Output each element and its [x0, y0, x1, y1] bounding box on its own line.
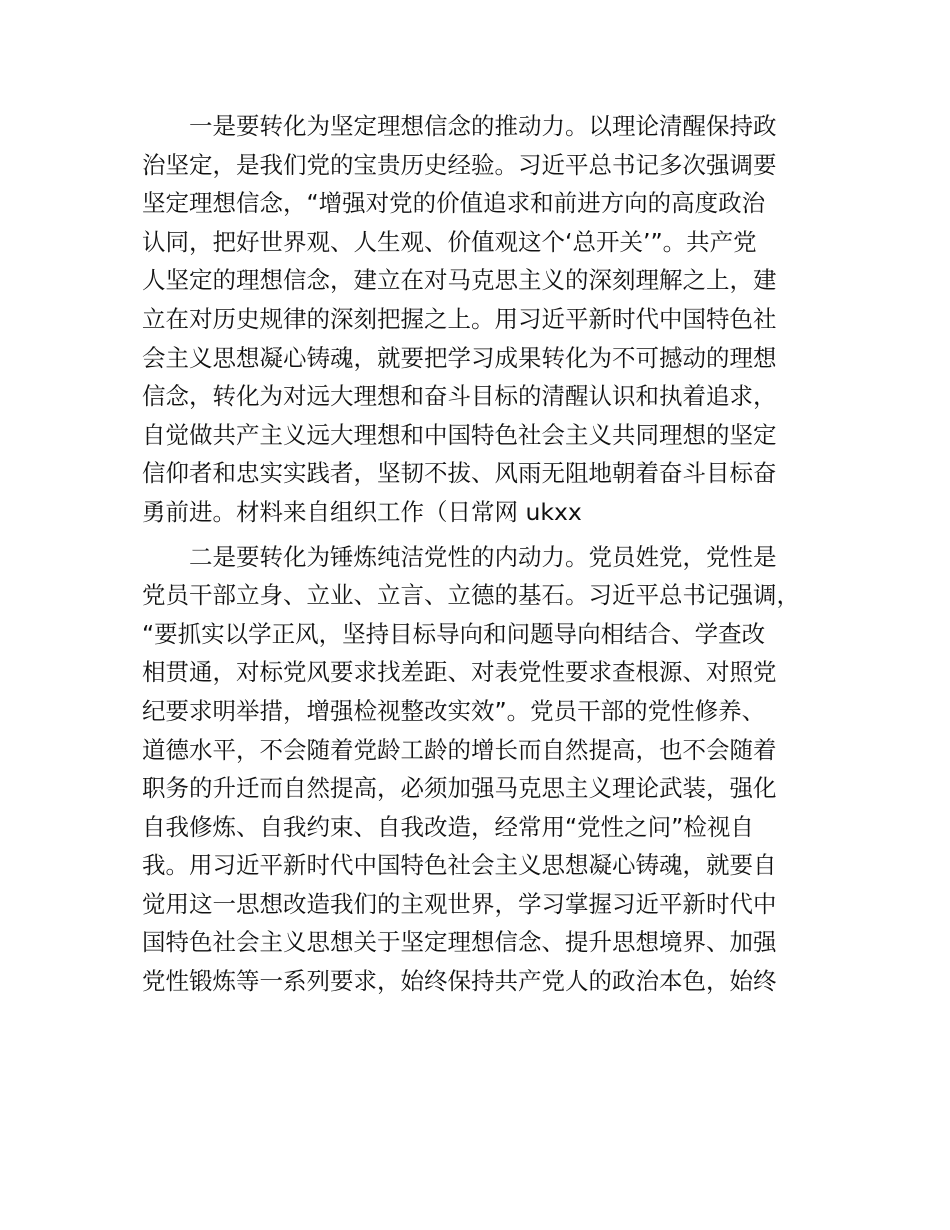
text-line: 立在对历史规律的深刻把握之上。用习近平新时代中国特色社	[142, 304, 777, 333]
text-line: 党性锻炼等一系列要求，始终保持共产党人的政治本色，始终	[142, 967, 777, 996]
text-line: 认同，把好世界观、人生观、价值观这个‘总开关’”。共产党	[142, 227, 757, 256]
text-line: 一是要转化为坚定理想信念的推动力。以理论清醒保持政	[189, 112, 777, 140]
text-line: 相贯通，对标党风要求找差距、对表党性要求查根源、对照党	[142, 658, 777, 687]
text-line: 人坚定的理想信念，建立在对马克思主义的深刻理解之上，建	[142, 266, 777, 295]
text-line: 信念，转化为对远大理想和奋斗目标的清醒认识和执着追求，	[142, 382, 777, 411]
text-line: 坚定理想信念，“增强对党的价值追求和前进方向的高度政治	[142, 189, 766, 218]
text-line: “要抓实以学正风，坚持目标导向和问题导向相结合、学查改	[142, 619, 766, 648]
text-line: 二是要转化为锤炼纯洁党性的内动力。党员姓党，党性是	[189, 542, 777, 571]
text-line: 纪要求明举措，增强检视整改实效”。党员干部的党性修养、	[142, 696, 766, 725]
text-line: 职务的升迁而自然提高，必须加强马克思主义理论武装，强化	[142, 774, 777, 803]
text-line: 我。用习近平新时代中国特色社会主义思想凝心铸魂，就要自	[142, 851, 777, 880]
text-line: 自觉做共产主义远大理想和中国特色社会主义共同理想的坚定	[142, 420, 777, 449]
text-line: 道德水平，不会随着党龄工龄的增长而自然提高，也不会随着	[142, 735, 777, 764]
paragraph-1	[142, 107, 842, 532]
text-line: 信仰者和忠实实践者，坚韧不拔、风雨无阻地朝着奋斗目标奋	[142, 459, 777, 488]
text-line: 治坚定，是我们党的宝贵历史经验。习近平总书记多次强调要	[142, 150, 777, 179]
text-line: 党员干部立身、立业、立言、立德的基石。习近平总书记强调，	[142, 581, 800, 610]
text-line: 自我修炼、自我约束、自我改造，经常用“党性之问”检视自	[142, 812, 754, 841]
text-line: 勇前进。材料来自组织工作（日常网 ukxx	[142, 497, 582, 526]
text-line: 国特色社会主义思想关于坚定理想信念、提升思想境界、加强	[142, 928, 777, 957]
paragraph-2	[142, 538, 842, 1001]
text-line: 会主义思想凝心铸魂，就要把学习成果转化为不可撼动的理想	[142, 343, 777, 372]
text-line: 觉用这一思想改造我们的主观世界，学习掌握习近平新时代中	[142, 889, 777, 918]
document-body	[142, 107, 842, 1001]
